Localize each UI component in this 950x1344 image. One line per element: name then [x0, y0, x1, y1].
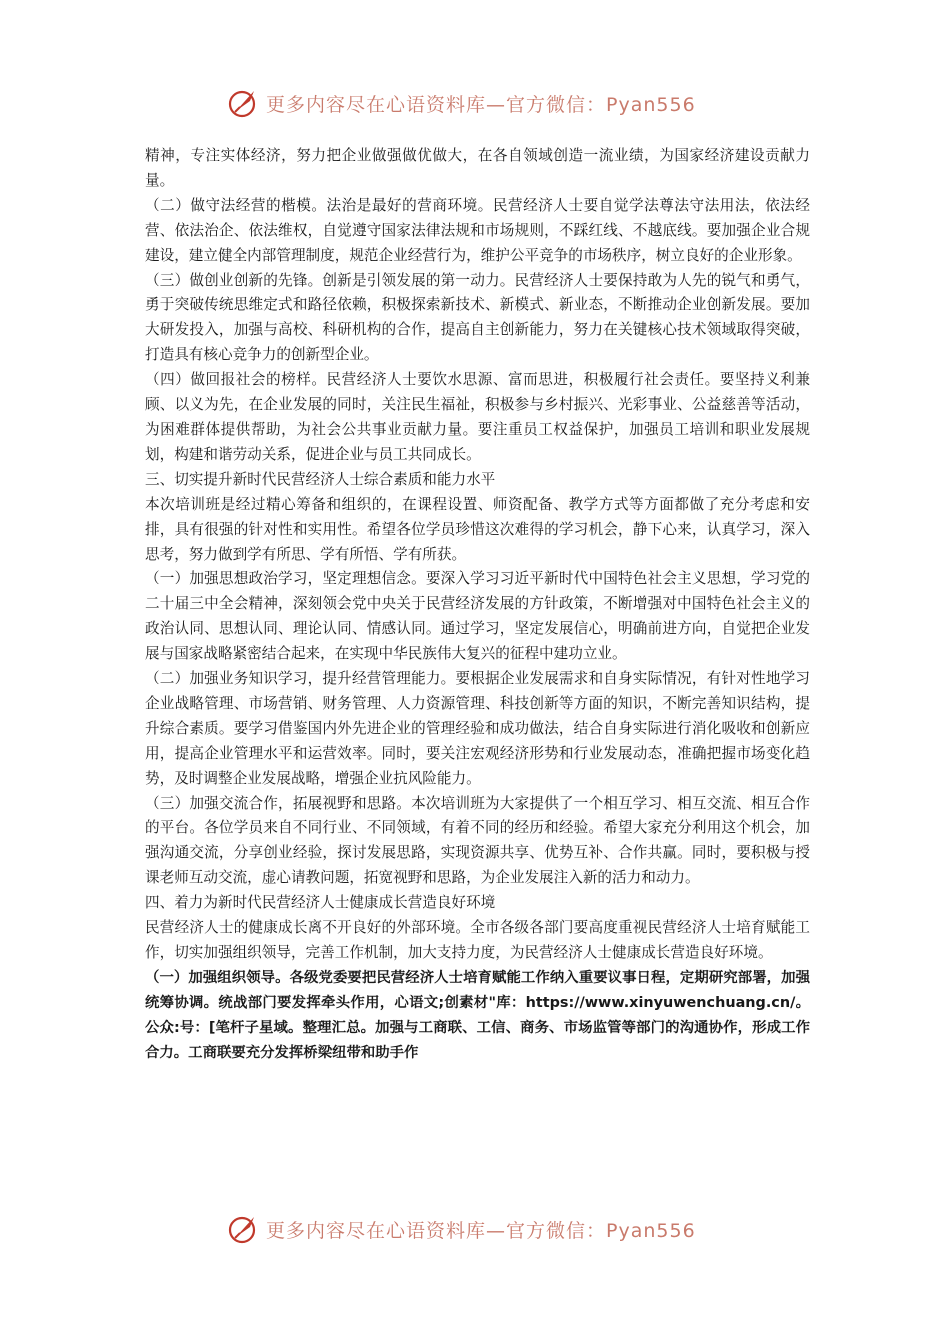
paragraph: （三）做创业创新的先锋。创新是引领发展的第一动力。民营经济人士要保持敢为人先的锐气和勇气，勇于突破传统思维定式和路径依赖，积极探索新技术、新模式、新业态，不断推动企业创新发展。要加大研发投入，加强与高校、科研机构的合作，提高自主创新能力，努力在关键核心技术领域取得突破，打造具有核心竞争力的创新型企业。 [145, 271, 810, 364]
paragraph: （二）做守法经营的楷模。法治是最好的营商环境。民营经济人士要自觉学法尊法守法用法，依法经营、依法治企、依法维权，自觉遵守国家法律法规和市场规则，不踩红线、不越底线。要加强企业合规建设，建立健全内部管理制度，规范企业经营行为，维护公平竞争的市场秩序，树立良好的企业形象。 [145, 196, 810, 264]
header-banner [228, 86, 788, 120]
paragraph: 精神，专注实体经济，努力把企业做强做优做大，在各自领域创造一流业绩，为国家经济建设贡献力量。 [145, 147, 810, 189]
footer-banner-text: 更多内容尽在心语资料库—官方微信：Pyan556 [266, 1219, 696, 1242]
header-banner-text: 更多内容尽在心语资料库—官方微信：Pyan556 [266, 93, 696, 116]
quill-logo-icon [228, 1213, 260, 1245]
paragraph: 民营经济人士的健康成长离不开良好的外部环境。全市各级各部门要高度重视民营经济人士培育赋能工作，切实加强组织领导，完善工作机制，加大支持力度，为民营经济人士健康成长营造良好环境。 [145, 919, 810, 961]
section-heading: 三、切实提升新时代民营经济人士综合素质和能力水平 [145, 470, 496, 488]
paragraph: 本次培训班是经过精心筹备和组织的，在课程设置、师资配备、教学方式等方面都做了充分考虑和安排，具有很强的针对性和实用性。希望各位学员珍惜这次难得的学习机会，静下心来，认真学习，深入思考，努力做到学有所思、学有所悟、学有所获。 [145, 495, 810, 563]
paragraph: （二）加强业务知识学习，提升经营管理能力。要根据企业发展需求和自身实际情况，有针对性地学习企业战略管理、市场营销、财务管理、人力资源管理、科技创新等方面的知识，不断完善知识结构，提升综合素质。要学习借鉴国内外先进企业的管理经验和成功做法，结合自身实际进行消化吸收和创新应用，提高企业管理水平和运营效率。同时，要关注宏观经济形势和行业发展动态，准确把握市场变化趋势，及时调整企业发展战略，增强企业抗风险能力。 [145, 670, 810, 787]
quill-logo-icon [228, 87, 260, 119]
footer-banner [228, 1212, 788, 1246]
paragraph: （三）加强交流合作，拓展视野和思路。本次培训班为大家提供了一个相互学习、相互交流、相互合作的平台。各位学员来自不同行业、不同领域，有着不同的经历和经验。希望大家充分利用这个机会，加强沟通交流，分享创业经验，探讨发展思路，实现资源共享、优势互补、合作共赢。同时，要积极与授课老师互动交流，虚心请教问题，拓宽视野和思路，为企业发展注入新的活力和动力。 [145, 794, 810, 887]
section-heading: 四、着力为新时代民营经济人士健康成长营造良好环境 [145, 894, 496, 912]
paragraph: （四）做回报社会的榜样。民营经济人士要饮水思源、富而思进，积极履行社会责任。要坚持义利兼顾、以义为先，在企业发展的同时，关注民生福祉，积极参与乡村振兴、光彩事业、公益慈善等活动，为困难群体提供帮助，为社会公共事业贡献力量。要注重员工权益保护，加强员工培训和职业发展规划，构建和谐劳动关系，促进企业与员工共同成长。 [145, 371, 810, 463]
document-body [145, 144, 810, 1066]
paragraph: （一）加强思想政治学习，坚定理想信念。要深入学习习近平新时代中国特色社会主义思想，学习党的二十届三中全会精神，深刻领会党中央关于民营经济发展的方针政策，不断增强对中国特色社会主义的政治认同、思想认同、理论认同、情感认同。通过学习，坚定发展信心，明确前进方向，自觉把企业发展与国家战略紧密结合起来，在实现中华民族伟大复兴的征程中建功立业。 [145, 570, 810, 663]
bold-paragraph: （一）加强组织领导。各级党委要把民营经济人士培育赋能工作纳入重要议事日程，定期研究部署，加强统筹协调。统战部门要发挥牵头作用，心语文;创素材"库：https://www.xinyuwenchuang.cn/。公众:号：[笔杆子星域。整理汇总。加强与工商联、工信、商务、市场监管等部门的沟通协作，形成工作合力。工商联要充分发挥桥梁纽带和助手作 [145, 969, 810, 1061]
